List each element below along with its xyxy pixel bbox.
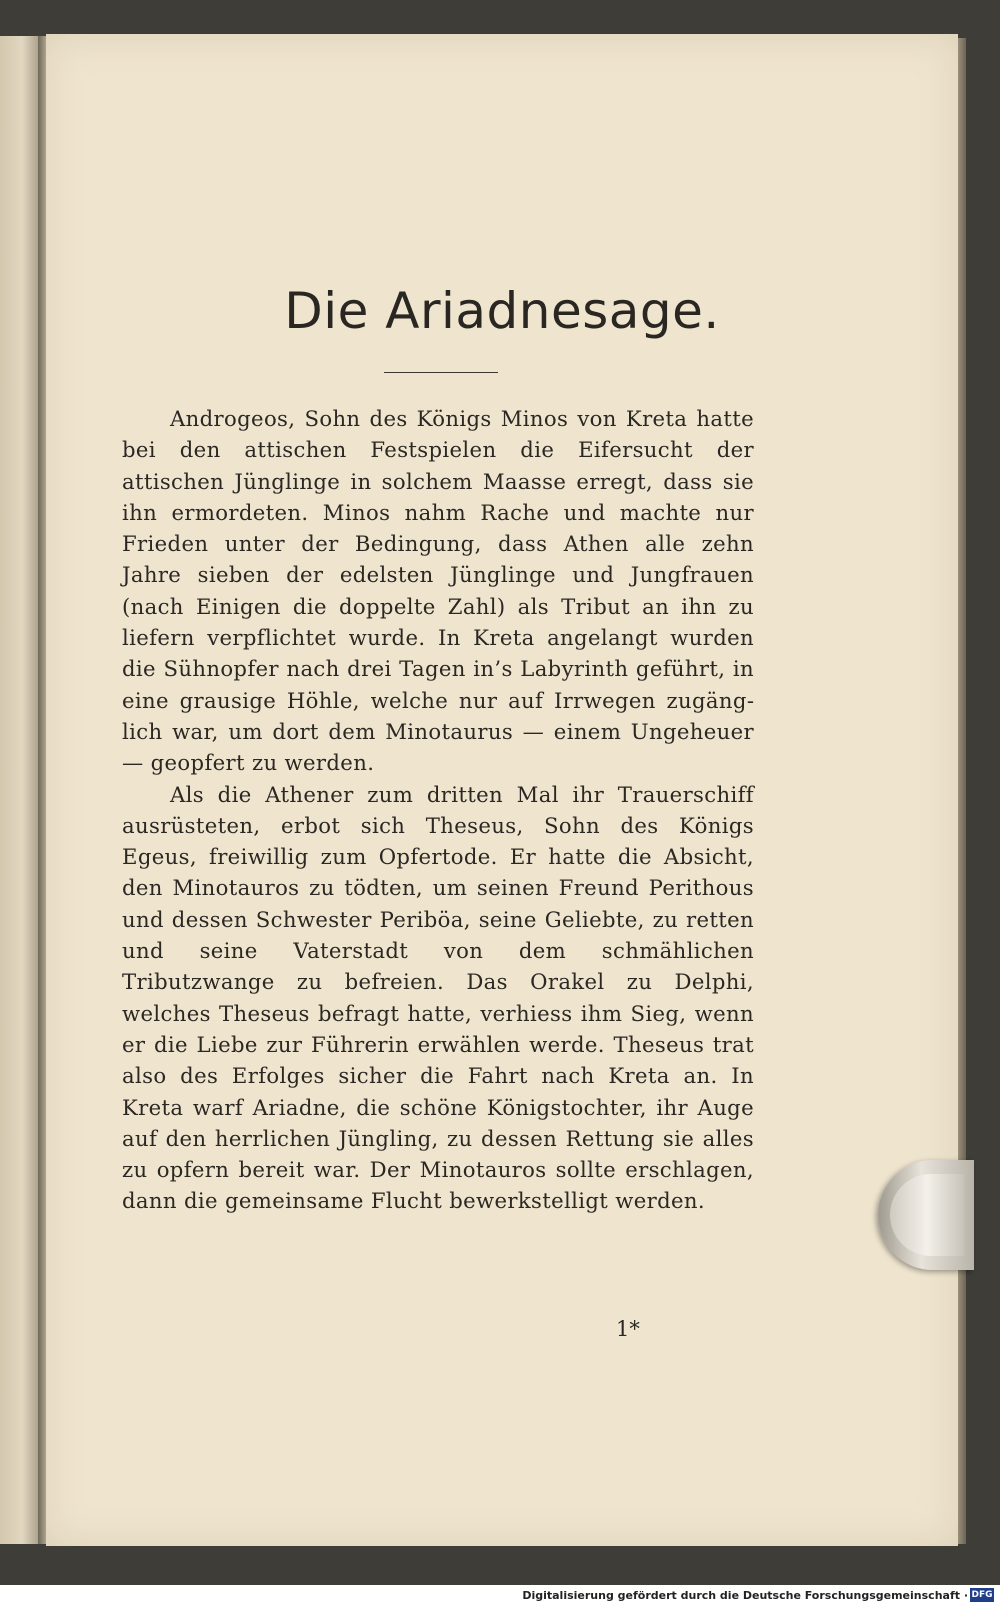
book-page bbox=[46, 34, 958, 1546]
chapter-title: Die Ariadnesage. bbox=[284, 282, 720, 340]
dfg-logo-icon: DFG bbox=[971, 1590, 993, 1600]
signature-mark: 1* bbox=[616, 1317, 640, 1341]
title-divider bbox=[384, 372, 498, 373]
paragraph-1: Androgeos, Sohn des Königs Minos von Kreta hatte bei den attischen Festspielen die Eifersucht der attischen Jünglinge in solchem Maasse erregt, dass sie ihn ermordeten. Minos nahm Rache und machte nur Frieden unter der Bedingung, dass Athen alle zehn Jahre sieben der edelsten Jünglinge und Jungfrauen (nach Einigen die doppelte Zahl) als Tribut an ihn zu liefern verpflichtet wurde. In Kreta angelangt wurden die Sühnopfer nach drei Tagen in’s Labyrinth geführt, in eine grausige Höhle, welche nur auf Irrwegen zugänglich war, um dort dem Minotaurus — einem Ungeheuer — geopfert zu werden. bbox=[122, 406, 754, 776]
facing-page-edge bbox=[0, 36, 40, 1544]
body-text bbox=[122, 403, 754, 1217]
paragraph-2: Als die Athener zum dritten Mal ihr Trauerschiff ausrüsteten, erbot sich Theseus, Sohn des Königs Egeus, freiwillig zum Opfertode. Er hatte die Absicht, den Minotauros zu tödten, um seinen Freund Perithous und dessen Schwester Periböa, seine Geliebte, zu retten und seine Vaterstadt von dem schmählichen Tributzwange zu befreien. Das Orakel zu Delphi, welches Theseus befragt hatte, verhiess ihm Sieg, wenn er die Liebe zur Führerin erwählen werde. Theseus trat also des Erfolges sicher die Fahrt nach Kreta an. In Kreta warf Ariadne, die schöne Königstochter, ihr Auge auf den herrlichen Jüngling, zu dessen Rettung sie alles zu opfern bereit war. Der Minotauros sollte erschlagen, dann die gemeinsame Flucht bewerkstelligt werden. bbox=[122, 781, 754, 1214]
footer-credit: Digitalisierung gefördert durch die Deutsche Forschungsgemeinschaft · bbox=[522, 1589, 968, 1602]
clip-highlight bbox=[890, 1174, 964, 1256]
page-right-edge bbox=[958, 38, 966, 1544]
